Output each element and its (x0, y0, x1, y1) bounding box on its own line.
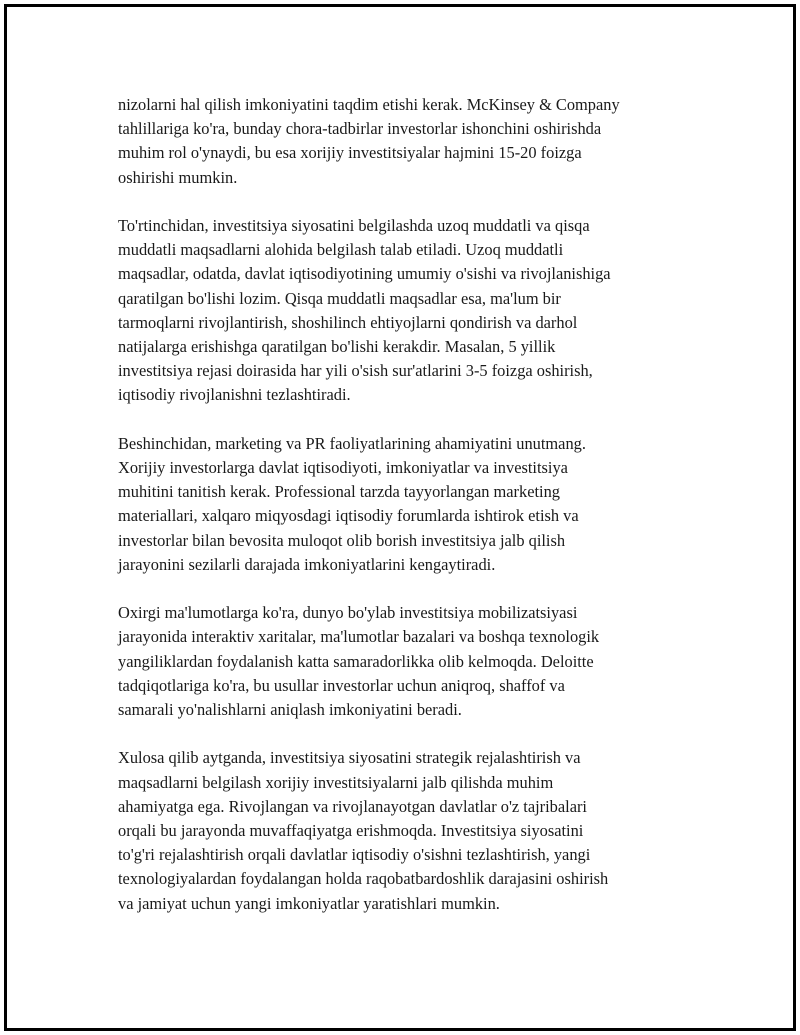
text-line: yangiliklardan foydalanish katta samaradorlikka olib kelmoqda. Deloitte (118, 651, 594, 671)
text-line: tadqiqotlariga ko'ra, bu usullar investorlar uchun aniqroq, shaffof va (118, 675, 565, 695)
text-line: To'rtinchidan, investitsiya siyosatini belgilashda uzoq muddatli va qisqa (118, 216, 590, 235)
paragraph-1 (118, 93, 698, 190)
text-line: iqtisodiy rivojlanishni tezlashtiradi. (118, 385, 351, 405)
text-line: orqali bu jarayonda muvaffaqiyatga erishmoqda. Investitsiya siyosatini (118, 821, 584, 841)
text-line: Beshinchidan, marketing va PR faoliyatlarining ahamiyatini unutmang. (118, 433, 586, 453)
paragraph-2 (118, 214, 698, 408)
text-line: va jamiyat uchun yangi imkoniyatlar yaratishlari mumkin. (118, 893, 500, 913)
paragraph-3 (118, 432, 698, 577)
text-line: samarali yo'nalishlarni aniqlash imkoniyatini beradi. (118, 700, 462, 720)
text-line: maqsadlarni belgilash xorijiy investitsiyalarni jalb qilishda muhim (118, 772, 554, 792)
text-line: investitsiya rejasi doirasida har yili o'sish sur'atlarini 3-5 foizga oshirish, (118, 361, 593, 381)
text-line: natijalarga erishishga qaratilgan bo'lishi kerakdir. Masalan, 5 yillik (118, 337, 556, 357)
paragraph-4 (118, 601, 698, 722)
text-line: Xorijiy investorlarga davlat iqtisodiyoti, imkoniyatlar va investitsiya (118, 458, 568, 478)
paragraph-5 (118, 746, 698, 915)
text-line: materiallari, xalqaro miqyosdagi iqtisodiy forumlarda ishtirok etish va (118, 506, 579, 526)
text-line: ahamiyatga ega. Rivojlangan va rivojlanayotgan davlatlar o'z tajribalari (118, 796, 587, 816)
text-line: muhim rol o'ynaydi, bu esa xorijiy investitsiyalar hajmini 15-20 foizga (118, 143, 582, 163)
text-line: investorlar bilan bevosita muloqot olib borish investitsiya jalb qilish (118, 530, 566, 550)
text-line: to'g'ri rejalashtirish orqali davlatlar iqtisodiy o'sishni tezlashtirish, yangi (118, 845, 591, 865)
text-line: jarayonida interaktiv xaritalar, ma'lumotlar bazalari va boshqa texnologik (118, 627, 600, 647)
text-line: jarayonini sezilarli darajada imkoniyatlarini kengaytiradi. (118, 554, 496, 574)
text-line: oshirishi mumkin. (118, 167, 238, 187)
text-line: muhitini tanitish kerak. Professional tarzda tayyorlangan marketing (118, 482, 560, 502)
text-line: qaratilgan bo'lishi lozim. Qisqa muddatli maqsadlar esa, ma'lum bir (118, 288, 561, 308)
text-line: muddatli maqsadlarni alohida belgilash talab etiladi. Uzoq muddatli (118, 240, 564, 260)
text-line: nizolarni hal qilish imkoniyatini taqdim etishi kerak. McKinsey & Company (118, 95, 620, 114)
document-body (118, 93, 698, 940)
text-line: Oxirgi ma'lumotlarga ko'ra, dunyo bo'ylab investitsiya mobilizatsiyasi (118, 603, 578, 623)
text-line: tarmoqlarni rivojlantirish, shoshilinch ehtiyojlarni qondirish va darhol (118, 312, 578, 332)
text-line: Xulosa qilib aytganda, investitsiya siyosatini strategik rejalashtirish va (118, 748, 581, 768)
text-line: texnologiyalardan foydalangan holda raqobatbardoshlik darajasini oshirish (118, 869, 609, 889)
text-line: maqsadlar, odatda, davlat iqtisodiyotining umumiy o'sishi va rivojlanishiga (118, 264, 611, 284)
text-line: tahlillariga ko'ra, bunday chora-tadbirlar investorlar ishonchini oshirishda (118, 119, 602, 139)
